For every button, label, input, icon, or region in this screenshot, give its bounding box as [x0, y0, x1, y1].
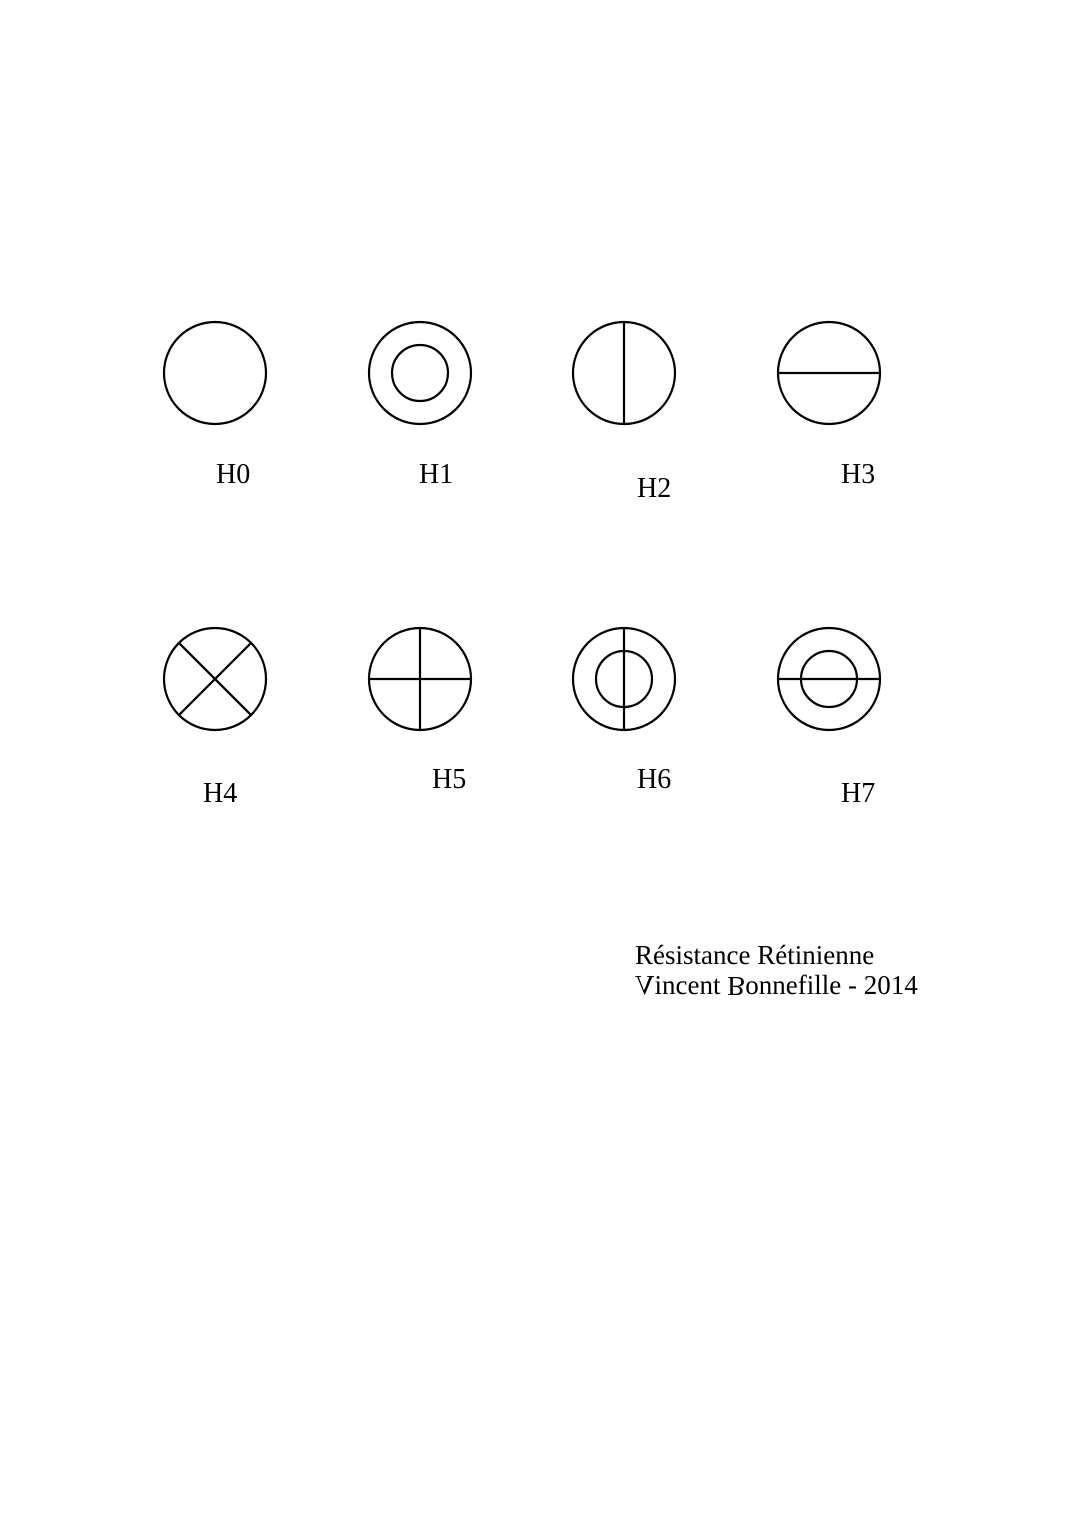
outer-circle [164, 322, 266, 424]
author-last-rest: onnefille [745, 970, 842, 1000]
author-first-rest: incent [654, 970, 721, 1000]
symbol-label-h1: H1 [419, 459, 454, 490]
symbol-label-h2: H2 [637, 473, 672, 504]
author-last-initial: B [727, 971, 746, 1001]
symbol-label-h6: H6 [637, 764, 672, 795]
symbol-h3 [778, 322, 880, 424]
credit-title: Résistance Rétinienne [635, 940, 875, 970]
symbol-label-h3: H3 [841, 459, 876, 490]
symbol-label-h4: H4 [203, 778, 238, 809]
symbol-h0 [164, 322, 266, 424]
credit-year: - 2014 [841, 970, 918, 1000]
symbol-h5 [369, 628, 471, 730]
symbol-h2 [573, 322, 675, 424]
symbol-label-h7: H7 [841, 778, 876, 809]
symbol-label-h5: H5 [432, 764, 467, 795]
symbol-h7 [778, 628, 880, 730]
symbol-h1 [369, 322, 471, 424]
symbol-h6 [573, 628, 675, 730]
credit-author [635, 972, 918, 999]
symbol-label-h0: H0 [216, 459, 251, 490]
outer-circle [369, 322, 471, 424]
inner-circle [392, 345, 448, 401]
symbol-h4 [164, 628, 266, 730]
author-first-initial: V [635, 970, 655, 1000]
